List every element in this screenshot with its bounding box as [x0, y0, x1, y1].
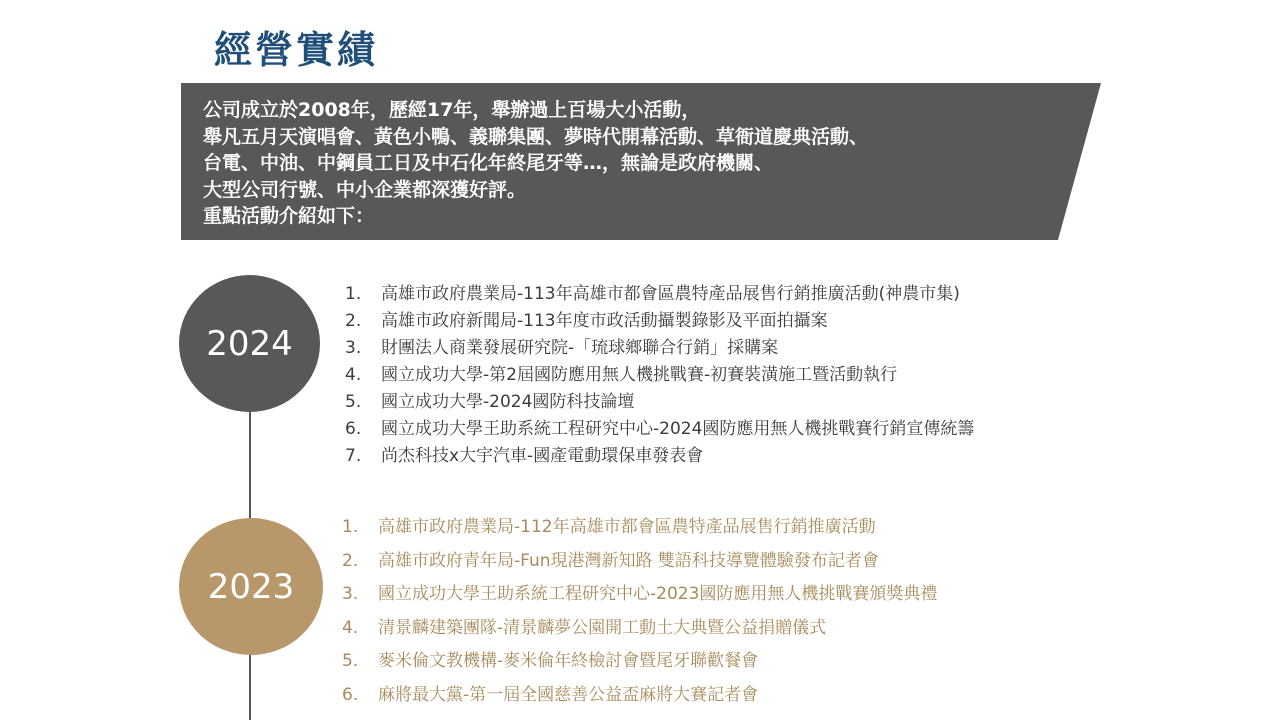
- event-list-2023: [342, 511, 937, 713]
- item-number: 5.: [342, 651, 359, 672]
- list-item: [342, 612, 937, 646]
- list-item: [345, 389, 974, 416]
- intro-line: 舉凡五月天演唱會、黃色小鴨、義聯集團、夢時代開幕活動、草衙道慶典活動、: [203, 125, 869, 148]
- intro-line: 公司成立於2008年，歷經17年，舉辦過上百場大小活動，: [203, 99, 701, 121]
- item-number: 3.: [345, 338, 362, 358]
- item-number: 2.: [342, 550, 359, 571]
- item-text: 國立成功大學-2024國防科技論壇: [381, 392, 635, 412]
- item-text: 高雄市政府農業局-113年高雄市都會區農特產品展售行銷推廣活動(神農市集): [381, 284, 960, 304]
- item-number: 1.: [345, 284, 362, 304]
- page-title: 經營實績: [214, 28, 379, 72]
- item-number: 3.: [342, 584, 359, 605]
- list-item: [345, 335, 974, 362]
- list-item: [345, 281, 974, 308]
- item-number: 2.: [345, 311, 362, 331]
- item-number: 1.: [342, 517, 359, 537]
- list-item: [342, 578, 937, 612]
- intro-line: 台電、中油、中鋼員工日及中石化年終尾牙等…，無論是政府機關、: [203, 152, 774, 174]
- item-text: 高雄市政府青年局-Fun現港灣新知路 雙語科技導覽體驗發布記者會: [378, 550, 879, 571]
- item-text: 財團法人商業發展研究院-「琉球鄉聯合行銷」採購案: [381, 338, 779, 358]
- item-text: 麥米倫文教機構-麥米倫年終檢討會暨尾牙聯歡餐會: [378, 651, 759, 672]
- item-number: 4.: [342, 617, 359, 638]
- item-text: 高雄市政府農業局-112年高雄市都會區農特產品展售行銷推廣活動: [378, 517, 876, 537]
- list-item: [345, 362, 974, 389]
- item-text: 清景麟建築團隊-清景麟夢公園開工動土大典暨公益捐贈儀式: [378, 617, 827, 638]
- event-list-2024: [345, 281, 974, 470]
- item-number: 6.: [345, 419, 362, 439]
- item-text: 高雄市政府新聞局-113年度市政活動攝製錄影及平面拍攝案: [381, 311, 828, 331]
- item-text: 國立成功大學-第2屆國防應用無人機挑戰賽-初賽裝潢施工暨活動執行: [381, 365, 898, 385]
- list-item: [342, 679, 937, 713]
- intro-line: 大型公司行號、中小企業都深獲好評。: [203, 178, 527, 201]
- list-item: [342, 545, 937, 579]
- year-circle-2024: 2024: [179, 275, 320, 412]
- intro-line: 重點活動介紹如下：: [203, 205, 375, 227]
- item-number: 5.: [345, 392, 362, 412]
- item-text: 麻將最大黨-第一屆全國慈善公益盃麻將大賽記者會: [378, 684, 759, 705]
- intro-text: [203, 97, 1063, 230]
- item-text: 尚杰科技x大宇汽車-國產電動環保車發表會: [381, 446, 704, 466]
- item-number: 6.: [342, 684, 359, 705]
- year-circle-2023: 2023: [179, 518, 323, 655]
- list-item: [345, 308, 974, 335]
- item-number: 4.: [345, 365, 362, 385]
- intro-banner: [181, 83, 1101, 240]
- item-text: 國立成功大學王助系統工程研究中心-2023國防應用無人機挑戰賽頒獎典禮: [378, 584, 938, 605]
- list-item: [345, 416, 974, 443]
- item-text: 國立成功大學王助系統工程研究中心-2024國防應用無人機挑戰賽行銷宣傳統籌: [381, 419, 975, 439]
- list-item: [342, 645, 937, 679]
- list-item: [345, 443, 974, 470]
- item-number: 7.: [345, 446, 362, 466]
- list-item: [342, 511, 937, 545]
